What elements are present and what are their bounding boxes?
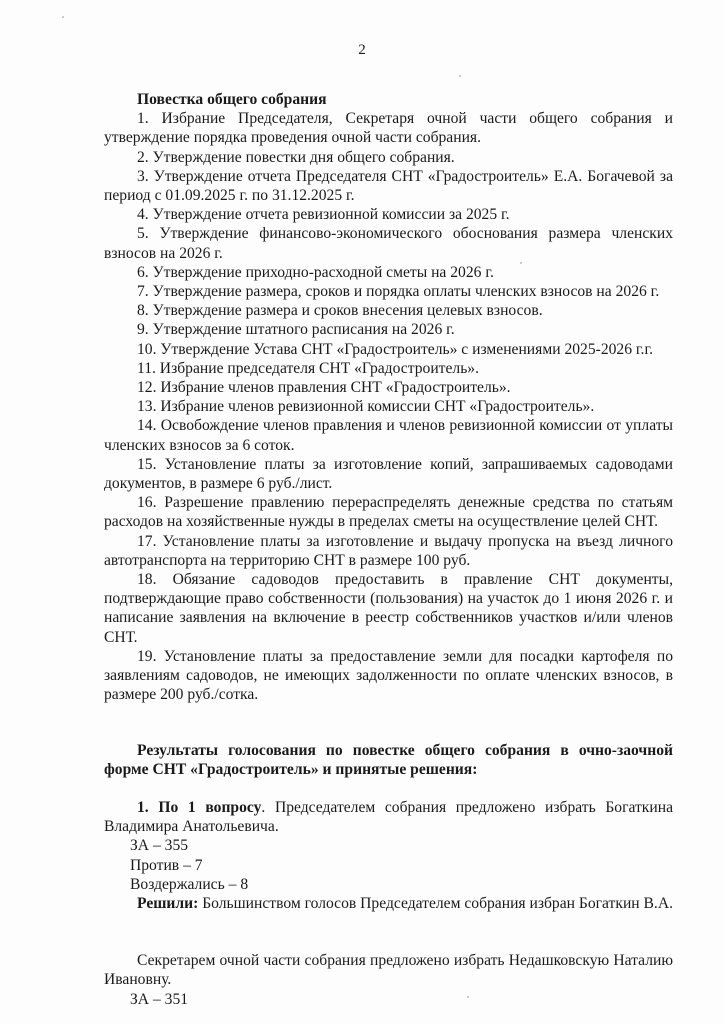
vote-abstained: Воздержались – 8 [130, 875, 249, 893]
agenda-title: Повестка общего собрания [137, 91, 327, 108]
agenda-item: 13. Избрание членов ревизионной комиссии СНТ «Градостроитель». [137, 398, 595, 416]
vote-for: ЗА – 355 [130, 837, 189, 855]
vote-for: ЗА – 351 [130, 990, 189, 1008]
page-number: 2 [358, 42, 366, 58]
agenda-item: 14. Освобождение членов правления и членов ревизионной комиссии от уплаты членских взносов за 6 соток. [104, 417, 673, 454]
agenda-item: 18. Обязание садоводов предоставить в правление СНТ документы, подтверждающие право собственности (пользования) на участок до 1 июня 2026 г. и написание заявления на включение в реестр собственников участков и/или членов СНТ. [104, 571, 673, 646]
agenda-list [104, 109, 673, 704]
results-title: Результаты голосования по повестке общего собрания в очно-заочной форме СНТ «Градостроитель» и принятые решения: [104, 741, 673, 778]
secretary-proposal: Секретарем очной части собрания предложено избрать Недашковскую Наталию Ивановну. [104, 952, 673, 989]
secretary-block [104, 951, 673, 1009]
agenda-item: 8. Утверждение размера и сроков внесения целевых взносов. [137, 302, 543, 320]
agenda-item: 1. Избрание Председателя, Секретаря очной части общего собрания и утверждение порядка проведения очной части собрания. [104, 110, 673, 147]
question-1-proposal [104, 798, 673, 836]
agenda-item: 10. Утверждение Устава СНТ «Градостроитель» с изменениями 2025-2026 г.г. [137, 340, 653, 358]
question-1-text: . Председателем собрания предложено избрать Богаткина Владимира Анатольевича. [104, 798, 673, 836]
agenda-item: 5. Утверждение финансово-экономического обоснования размера членских взносов на 2026 г. [104, 225, 673, 262]
agenda-item: 19. Установление платы за предоставление земли для посадки картофеля по заявлениям садоводов, не имеющих задолженности по оплате членских взносов, в размере 200 руб./сотка. [104, 647, 673, 704]
agenda-item: 6. Утверждение приходно-расходной сметы на 2026 г. [137, 263, 494, 281]
document-body [104, 90, 673, 1009]
agenda-item: 4. Утверждение отчета ревизионной комиссии за 2025 г. [137, 206, 510, 224]
agenda-item: 2. Утверждение повестки дня общего собрания. [137, 148, 455, 166]
agenda-item: 7. Утверждение размера, сроков и порядка оплаты членских взносов на 2026 г. [137, 283, 660, 301]
decision-label: Решили: [137, 894, 199, 912]
vote-against: Против – 7 [130, 856, 203, 874]
question-1-decision [104, 894, 673, 913]
question-1-label: 1. По 1 вопросу [137, 798, 262, 816]
agenda-item: 17. Установление платы за изготовление и выдачу пропуска на въезд личного автотранспорта на территорию СНТ в размере 100 руб. [104, 532, 673, 569]
agenda-item: 3. Утверждение отчета Председателя СНТ «Градостроитель» Е.А. Богачевой за период с 01.09.2025 г. по 31.12.2025 г. [104, 167, 673, 205]
agenda-item: 16. Разрешение правлению перераспределять денежные средства по статьям расходов на хозяйственные нужды в пределах сметы на осуществление целей СНТ. [104, 494, 673, 531]
agenda-item: 9. Утверждение штатного расписания на 2026 г. [137, 321, 455, 339]
decision-text: Большинством голосов Председателем собрания избран Богаткин В.А. [198, 894, 673, 912]
agenda-item: 15. Установление платы за изготовление копий, запрашиваемых садоводами документов, в размере 6 руб./лист. [104, 455, 673, 493]
question-1-block [104, 798, 673, 913]
agenda-item: 12. Избрание членов правления СНТ «Градостроитель». [137, 379, 511, 397]
agenda-item: 11. Избрание председателя СНТ «Градостроитель». [137, 359, 479, 377]
